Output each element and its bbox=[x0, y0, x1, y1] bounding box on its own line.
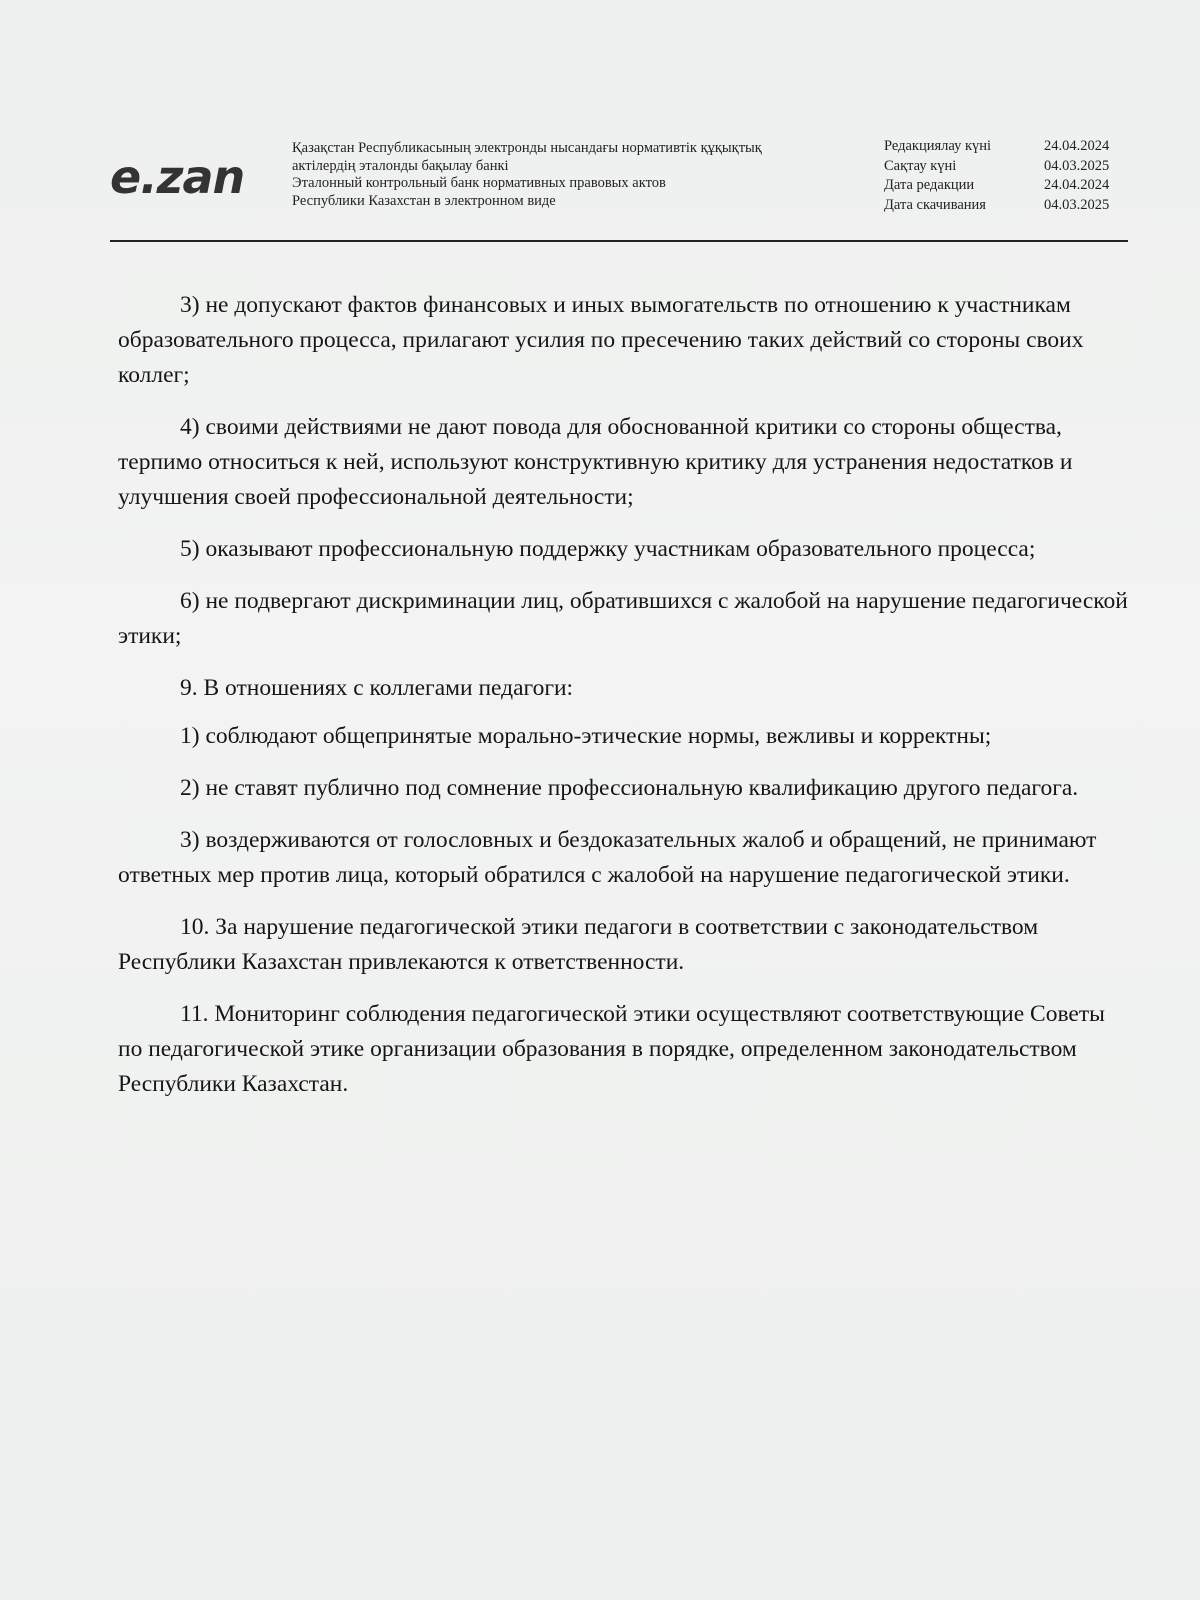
meta-label: Дата скачивания bbox=[884, 196, 986, 213]
edition-dates bbox=[884, 137, 1124, 215]
meta-row bbox=[884, 196, 1124, 216]
meta-label: Сақтау күні bbox=[884, 157, 957, 174]
ezan-logo: e.zan bbox=[110, 150, 245, 204]
bank-line-ru-1: Эталонный контрольный банк нормативных правовых актов bbox=[292, 175, 666, 191]
meta-label: Редакциялау күні bbox=[884, 138, 992, 154]
meta-value: 04.03.2025 bbox=[1044, 196, 1110, 213]
meta-value: 24.04.2024 bbox=[1044, 138, 1110, 154]
meta-row bbox=[884, 176, 1124, 196]
header-divider bbox=[110, 240, 1128, 242]
bank-title bbox=[292, 140, 762, 210]
bank-line-kz-2: актілердің эталонды бақылау банкі bbox=[292, 157, 509, 174]
paragraph: 6) не подвергают дискриминации лиц, обратившихся с жалобой на нарушение педагогической этики; bbox=[118, 588, 1128, 649]
paragraph: 5) оказывают профессиональную поддержку участникам образовательного процесса; bbox=[180, 536, 1036, 562]
meta-value: 24.04.2024 bbox=[1044, 177, 1110, 193]
meta-row bbox=[884, 157, 1124, 177]
document-body bbox=[118, 288, 1128, 1119]
paragraph: 1) соблюдают общепринятые морально-этические нормы, вежливы и корректны; bbox=[180, 723, 992, 749]
paragraph: 2) не ставят публично под сомнение профессиональную квалификацию другого педагога. bbox=[180, 775, 1079, 801]
bank-line-kz-1: Қазақстан Республикасының электронды нысандағы нормативтік құқықтық bbox=[292, 140, 762, 156]
paragraph: 10. За нарушение педагогической этики педагоги в соответствии с законодательством Республики Казахстан привлекаются к ответственности. bbox=[118, 914, 1039, 975]
meta-row bbox=[884, 137, 1124, 157]
paragraph: 3) не допускают фактов финансовых и иных вымогательств по отношению к участникам образовательного процесса, прилагают усилия по пресечению таких действий со стороны своих коллег; bbox=[118, 292, 1084, 388]
meta-label: Дата редакции bbox=[884, 177, 975, 193]
paragraph: 9. В отношениях с коллегами педагоги: bbox=[180, 675, 574, 701]
paragraph: 11. Мониторинг соблюдения педагогической этики осуществляют соответствующие Советы по педагогической этике организации образования в порядке, определенном законодательством Республики Казахстан. bbox=[118, 1001, 1105, 1097]
bank-line-ru-2: Республики Казахстан в электронном виде bbox=[292, 192, 556, 209]
meta-value: 04.03.2025 bbox=[1044, 157, 1110, 174]
paragraph: 4) своими действиями не дают повода для обоснованной критики со стороны общества, терпимо относиться к ней, используют конструктивную критику для устранения недостатков и улучшения своей профессиональной деятельности; bbox=[118, 414, 1073, 510]
paragraph: 3) воздерживаются от голословных и бездоказательных жалоб и обращений, не принимают ответных мер против лица, который обратился с жалобой на нарушение педагогической этики. bbox=[118, 827, 1097, 888]
